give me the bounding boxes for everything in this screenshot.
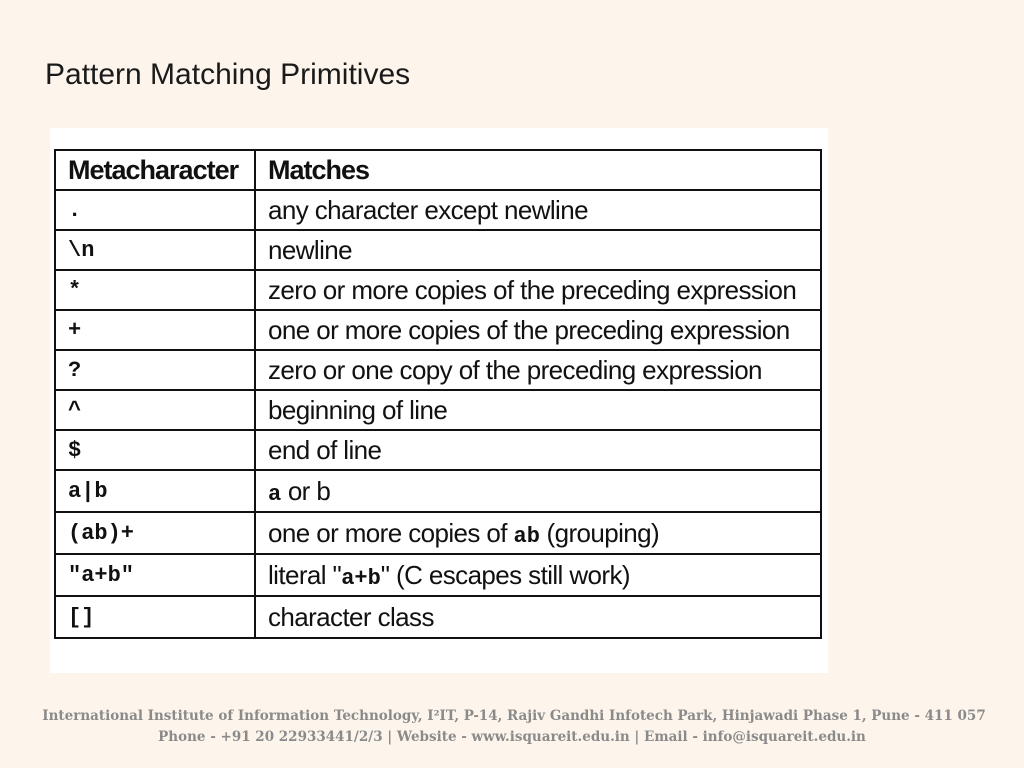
matches-cell	[255, 310, 821, 350]
table-row	[55, 596, 821, 638]
matches-text: newline	[268, 234, 352, 265]
metacharacter-cell: \n	[55, 230, 255, 270]
matches-text: character class	[268, 601, 434, 632]
metacharacter-cell: a|b	[55, 470, 255, 512]
matches-cell	[255, 470, 821, 512]
metacharacter-table	[54, 149, 822, 639]
table-row	[55, 190, 821, 230]
matches-cell	[255, 512, 821, 554]
matches-code: ab	[513, 523, 540, 549]
matches-text: one or more copies of the preceding expression	[268, 314, 790, 345]
header-metacharacter: Metacharacter	[55, 150, 255, 190]
matches-cell	[255, 190, 821, 230]
table-row	[55, 270, 821, 310]
matches-text-suffix: " (C escapes still work)	[380, 559, 630, 590]
table-row	[55, 430, 821, 470]
table-row	[55, 350, 821, 390]
matches-cell	[255, 350, 821, 390]
slide-title: Pattern Matching Primitives	[45, 58, 411, 91]
matches-code: a+b	[341, 565, 381, 591]
matches-cell	[255, 596, 821, 638]
matches-cell	[255, 554, 821, 596]
footer-contact: Phone - +91 20 22933441/2/3 | Website - www.isquareit.edu.in | Email - info@isquareit.edu.in	[158, 729, 866, 745]
matches-cell	[255, 390, 821, 430]
footer	[0, 706, 1024, 748]
metacharacter-cell: .	[55, 190, 255, 230]
table-row	[55, 512, 821, 554]
table-row	[55, 554, 821, 596]
metacharacter-cell: ^	[55, 390, 255, 430]
metacharacter-cell: (ab)+	[55, 512, 255, 554]
matches-text: any character except newline	[268, 194, 588, 225]
matches-text: literal "	[268, 559, 342, 590]
footer-address: International Institute of Information Technology, I²IT, P-14, Rajiv Gandhi Infotech Park, Hinjawadi Phase 1, Pune - 411 057	[42, 708, 986, 724]
table-row	[55, 230, 821, 270]
matches-text-suffix: or b	[281, 475, 331, 506]
table-image-panel	[50, 128, 828, 673]
metacharacter-cell: []	[55, 596, 255, 638]
metacharacter-cell: +	[55, 310, 255, 350]
matches-text-suffix: (grouping)	[539, 517, 660, 548]
table-header-row	[55, 150, 821, 190]
metacharacter-cell: *	[55, 270, 255, 310]
matches-text: beginning of line	[268, 394, 448, 425]
metacharacter-cell: "a+b"	[55, 554, 255, 596]
matches-cell	[255, 270, 821, 310]
header-matches: Matches	[255, 150, 821, 190]
matches-cell	[255, 430, 821, 470]
matches-text: zero or more copies of the preceding expression	[268, 274, 797, 305]
metacharacter-cell: ?	[55, 350, 255, 390]
matches-cell	[255, 230, 821, 270]
matches-text: end of line	[268, 434, 382, 465]
matches-text: zero or one copy of the preceding expression	[268, 354, 762, 385]
metacharacter-cell: $	[55, 430, 255, 470]
table-row	[55, 470, 821, 512]
table-row	[55, 390, 821, 430]
matches-code: a	[268, 481, 282, 507]
table-row	[55, 310, 821, 350]
matches-text: one or more copies of	[268, 517, 514, 548]
